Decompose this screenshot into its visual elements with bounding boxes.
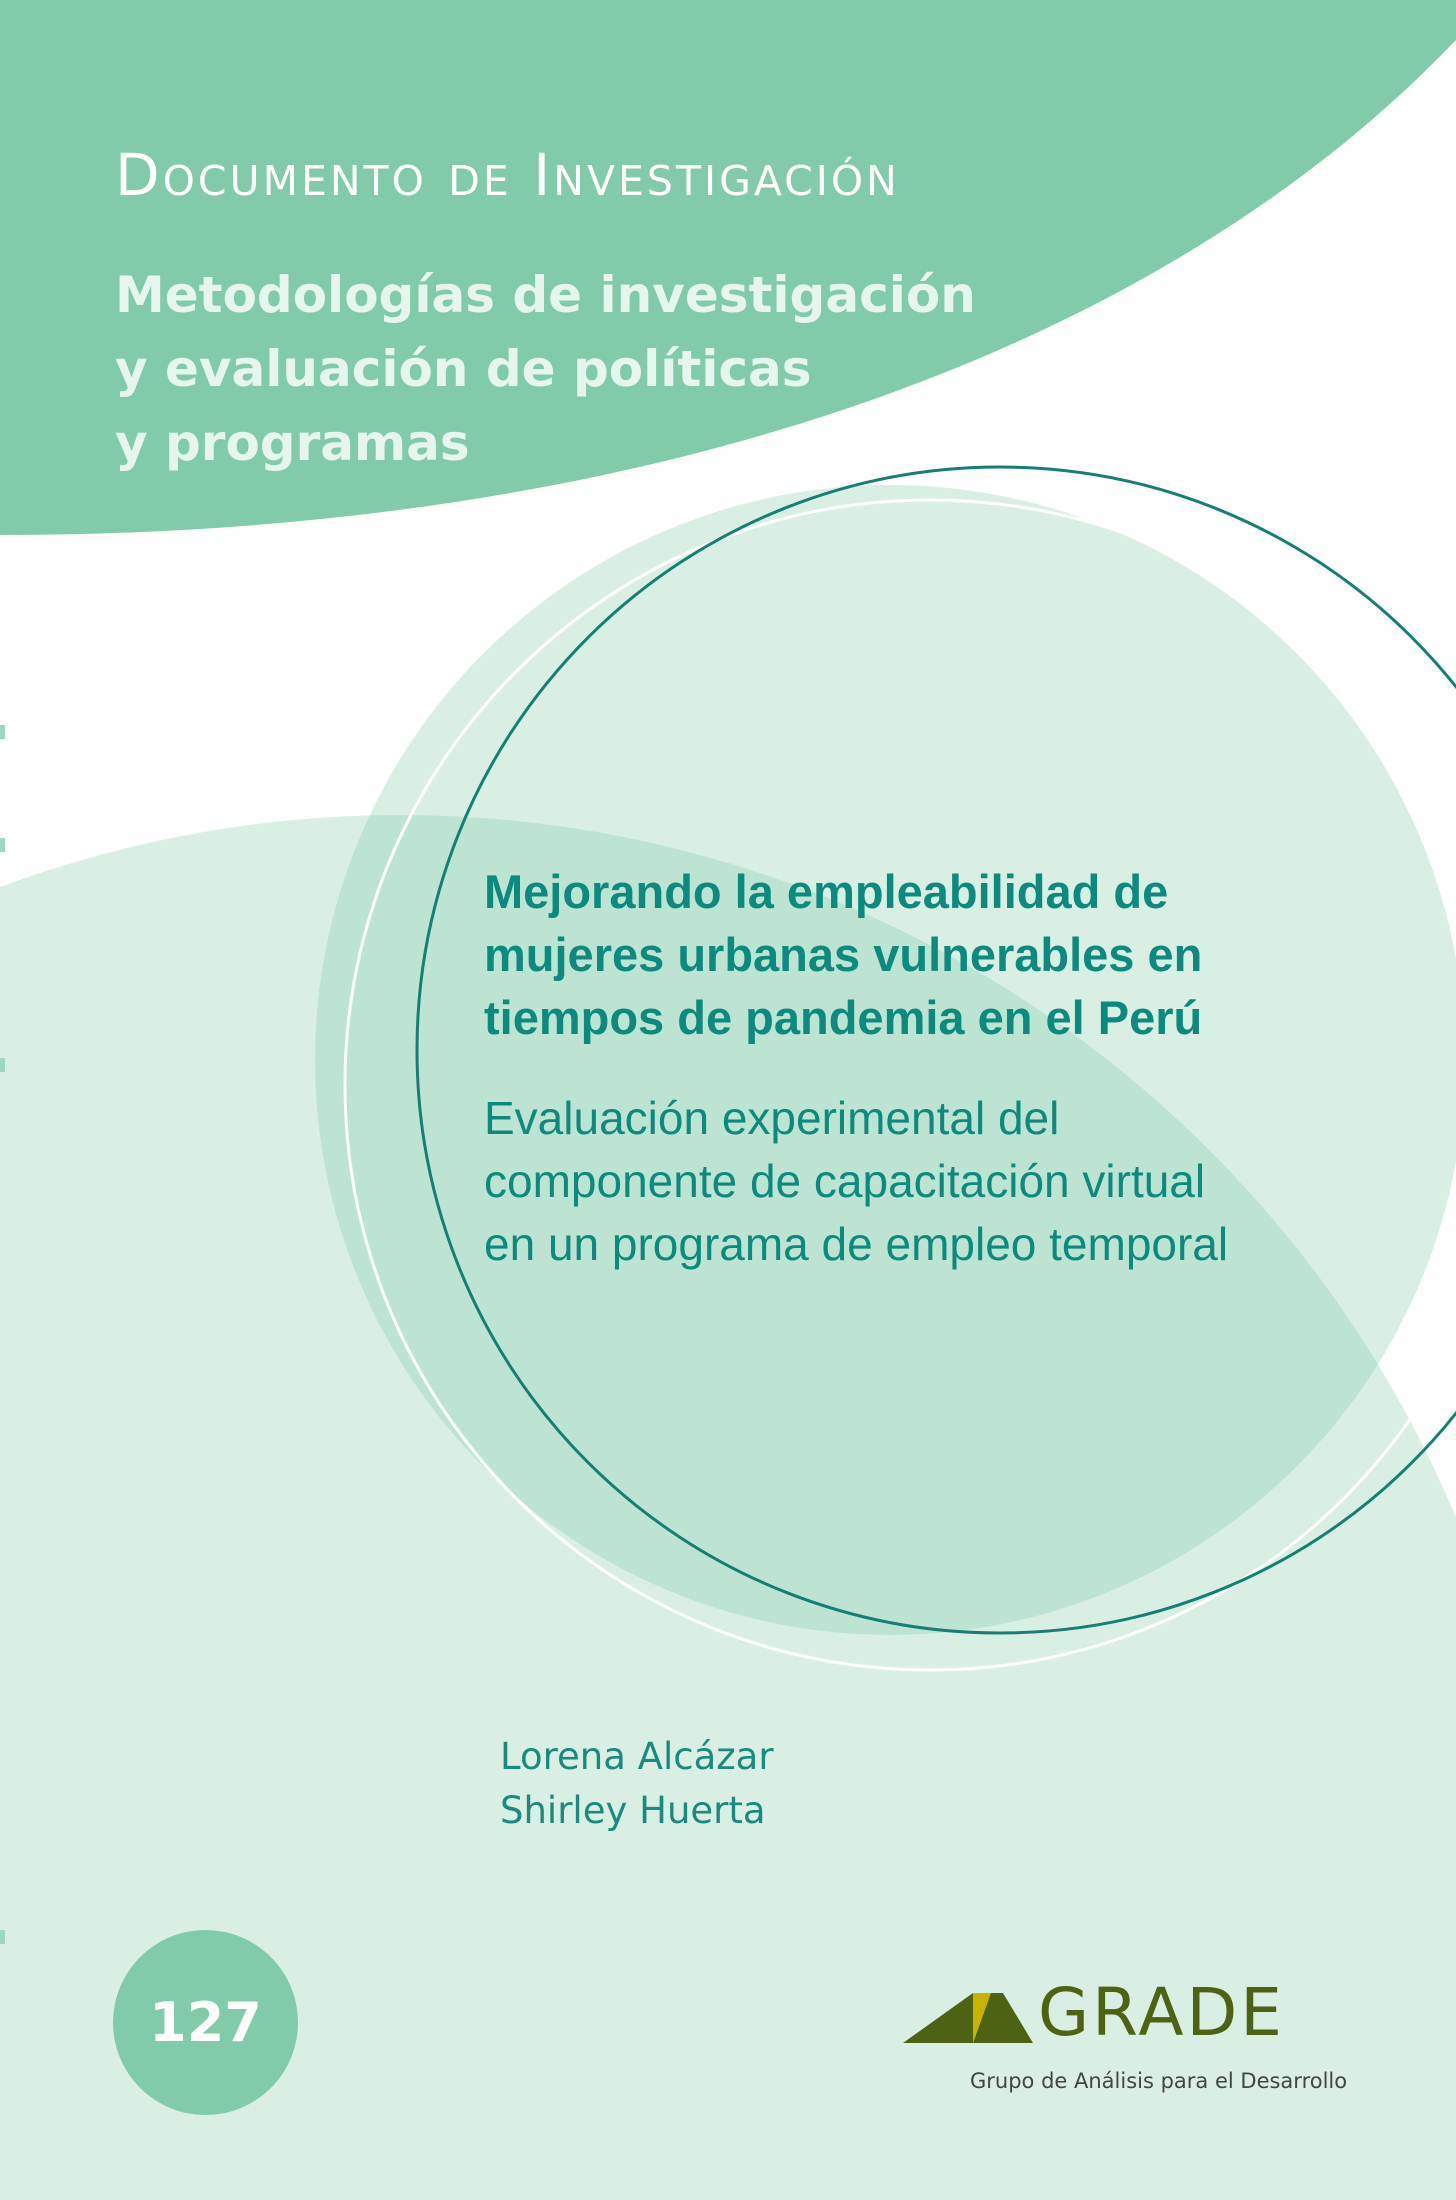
- series-label: Documento de Investigación: [115, 141, 900, 209]
- subtitle-line: Evaluación experimental del: [484, 1092, 1060, 1144]
- issue-badge: [113, 1930, 298, 2115]
- series-subtitle-line: y programas: [115, 414, 470, 472]
- publisher-logo: [903, 1974, 1348, 2095]
- issue-number: 127: [149, 1991, 262, 2054]
- author-name: Shirley Huerta: [500, 1789, 766, 1832]
- publisher-name: GRADE: [1038, 1974, 1285, 2051]
- document-subtitle: [484, 1087, 1404, 1276]
- series-subtitle-line: Metodologías de investigación: [115, 266, 976, 324]
- series-subtitle-line: y evaluación de políticas: [115, 340, 812, 398]
- subtitle-line: en un programa de empleo temporal: [484, 1218, 1229, 1270]
- publisher-tagline: Grupo de Análisis para el Desarrollo: [970, 2069, 1348, 2093]
- author-name: Lorena Alcázar: [500, 1735, 774, 1778]
- title-line: tiempos de pandemia en el Perú: [484, 991, 1203, 1044]
- document-title: [484, 860, 1404, 1049]
- authors: [500, 1730, 774, 1838]
- title-line: mujeres urbanas vulnerables en: [484, 928, 1203, 981]
- series-subtitle: [115, 258, 1015, 480]
- title-line: Mejorando la empleabilidad de: [484, 865, 1169, 918]
- subtitle-line: componente de capacitación virtual: [484, 1155, 1206, 1207]
- grade-logo-icon: [903, 1985, 1043, 2045]
